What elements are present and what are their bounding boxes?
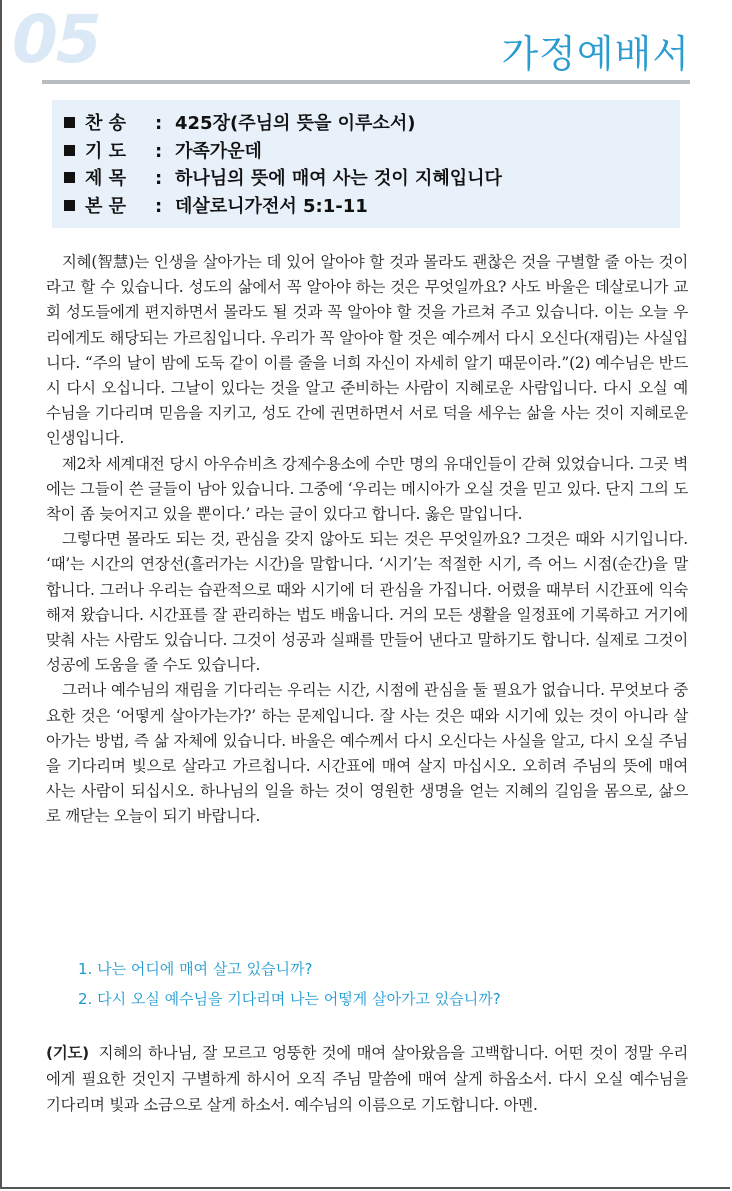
chapter-number: 05 [12,1,100,78]
info-label: 본 문 [85,195,127,217]
info-label: 제 목 [85,168,127,189]
body-paragraph: 제2차 세계대전 당시 아우슈비츠 강제수용소에 수만 명의 유대인들이 갇혀 있었습니다. 그곳 벽에는 그들이 쓴 글들이 남아 있습니다. 그중에 ‘우리는 메시아가 오실 것을 믿고 있다. 단지 그의 도착이 좀 늦어지고 있을 뿐이다.’ 라는 글이 있다고 합니다. 옳은 말입니다. [46,454,688,524]
body-paragraph: 지혜(智慧)는 인생을 살아가는 데 있어 알아야 할 것과 몰라도 괜찮은 것을 구별할 줄 아는 것이라고 할 수 있습니다. 성도의 삶에서 꼭 알아야 하는 것은 무엇일까요? 사도 바울은 데살로니가 교회 성도들에게 편지하면서 몰라도 될 것과 꼭 알아야 할 것을 가르쳐 주고 있습니다. 이는 오늘 우리에게도 해당되는 가르침입니다. 우리가 꼭 알아야 할 것은 예수께서 다시 오신다(재림)는 사실입니다. “주의 날이 밤에 도둑 같이 이를 줄을 너희 자신이 자세히 알기 때문이라.”(2) 예수님은 반드시 다시 오십니다. 그날이 있다는 것을 알고 준비하는 사람이 지혜로운 사람입니다. 다시 오실 예수님을 기다리며 믿음을 지키고, 성도 간에 권면하면서 서로 덕을 세우는 삶을 사는 것이 지혜로운 인생입니다. [46,253,688,448]
question-item: 2. 다시 오실 예수님을 기다리며 나는 어떻게 살아가고 있습니까? [78,990,501,1008]
info-value: 425장(주님의 뜻을 이루소서) [175,113,416,134]
square-bullet-icon [64,172,75,183]
info-label: 찬 송 [85,113,127,134]
prayer-label: (기도) [46,1044,90,1062]
reflection-questions [78,954,501,1014]
info-colon: : [155,195,163,217]
info-row-prayer [64,138,502,166]
info-value: 가족가운데 [175,140,262,162]
question-item: 1. 나는 어디에 매여 살고 있습니까? [78,960,313,978]
sermon-body [46,250,688,830]
page-title: 가정예배서 [501,32,690,76]
service-info-list [64,110,502,220]
info-colon: : [155,113,163,134]
title-divider [42,80,690,84]
info-value: 하나님의 뜻에 매여 사는 것이 지혜입니다 [175,168,502,189]
prayer-text: 지혜의 하나님, 잘 모르고 엉뚱한 것에 매여 살아왔음을 고백합니다. 어떤 것이 정말 우리에게 필요한 것인지 구별하게 하시어 오직 주님 말씀에 매여 살게 하옵소서. 다시 오실 예수님을 기다리며 빛과 소금으로 살게 하소서. 예수님의 이름으로 기도합니다. 아멘. [46,1044,688,1114]
info-label: 기 도 [85,140,127,162]
closing-prayer [46,1040,688,1118]
info-value: 데살로니가전서 5:1-11 [175,195,368,217]
info-colon: : [155,140,163,162]
body-paragraph: 그렇다면 몰라도 되는 것, 관심을 갖지 않아도 되는 것은 무엇일까요? 그것은 때와 시기입니다. ‘때’는 시간의 연장선(흘러가는 시간)을 말합니다. ‘시기’는 적절한 시기, 즉 어느 시점(순간)을 말합니다. 그러나 우리는 습관적으로 때와 시기에 더 관심을 가집니다. 어렸을 때부터 시간표에 익숙해져 왔습니다. 시간표를 잘 관리하는 법도 배웁니다. 거의 모든 생활을 일정표에 기록하고 거기에 맞춰 사는 사람도 있습니다. 그것이 성공과 실패를 만들어 낸다고 말하기도 합니다. 실제로 그것이 성공에 도움을 줄 수도 있습니다. [46,530,688,675]
square-bullet-icon [64,200,75,211]
info-row-title [64,165,502,193]
info-row-hymn [64,110,502,138]
body-paragraph: 그러나 예수님의 재림을 기다리는 우리는 시간, 시점에 관심을 둘 필요가 없습니다. 무엇보다 중요한 것은 ‘어떻게 살아가는가?’ 하는 문제입니다. 잘 사는 것은 때와 시기에 있는 것이 아니라 살아가는 방법, 즉 삶 자체에 있습니다. 바울은 예수께서 다시 오신다는 사실을 알고, 다시 오실 주님을 기다리며 빛으로 살라고 가르칩니다. 시간표에 매여 살지 마십시오. 오히려 주님의 뜻에 매여 사는 사람이 되십시오. 하나님의 일을 하는 것이 영원한 생명을 얻는 지혜의 길임을 몸으로, 삶으로 깨닫는 오늘이 되기 바랍니다. [46,681,688,826]
square-bullet-icon [64,145,75,156]
square-bullet-icon [64,117,75,128]
info-row-scripture [64,193,502,221]
info-colon: : [155,168,163,189]
